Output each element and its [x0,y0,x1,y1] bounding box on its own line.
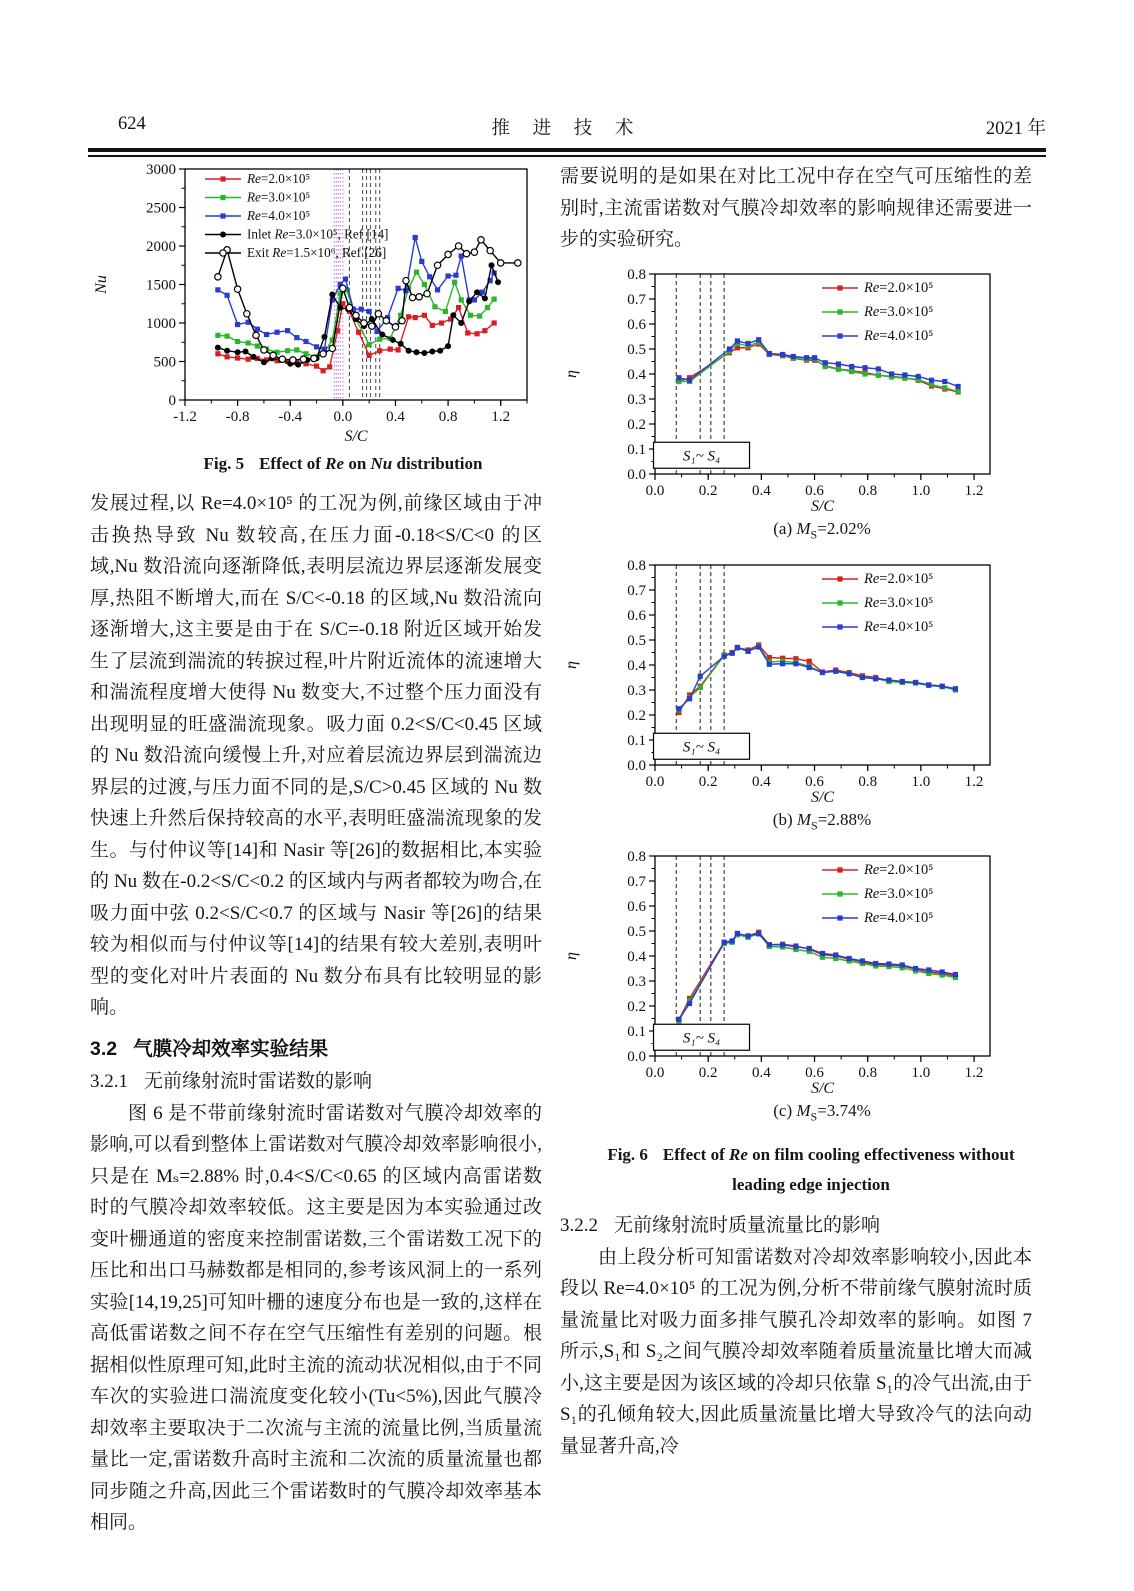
svg-text:0.0: 0.0 [627,466,646,483]
svg-text:2000: 2000 [146,239,176,255]
svg-text:0.1: 0.1 [627,732,646,749]
svg-text:S/C: S/C [810,1080,835,1098]
svg-text:Re=2.0×10⁵: Re=2.0×10⁵ [864,279,934,296]
svg-text:0.5: 0.5 [627,924,646,941]
fig6b-block [560,557,1032,838]
svg-text:0.2: 0.2 [698,482,718,499]
svg-text:0: 0 [168,393,176,409]
svg-text:0.1: 0.1 [627,1024,646,1041]
svg-text:0.2: 0.2 [698,773,718,790]
svg-text:0.2: 0.2 [627,707,646,724]
svg-text:0.7: 0.7 [627,582,646,599]
fig6a-block [560,266,1032,547]
svg-text:1.0: 1.0 [911,773,931,790]
svg-text:0.0: 0.0 [627,1049,646,1066]
svg-text:S/C: S/C [810,497,835,515]
svg-text:0.4: 0.4 [627,366,646,383]
page-header [88,114,1046,144]
svg-text:S₁~ S₄: S₁~ S₄ [682,447,721,464]
svg-text:1.2: 1.2 [964,1065,984,1082]
svg-text:Re=3.0×10⁵: Re=3.0×10⁵ [864,594,934,611]
svg-text:0.3: 0.3 [627,682,646,699]
svg-text:0.7: 0.7 [627,291,646,308]
year-label: 2021 年 [985,119,1046,139]
svg-text:Re=3.0×10⁵: Re=3.0×10⁵ [247,189,311,205]
fig5-caption: Fig. 5 Effect of Re on Nu distribution [203,454,483,473]
journal-title: 推 进 技 术 [491,119,643,139]
svg-text:0.6: 0.6 [805,773,824,790]
svg-text:1500: 1500 [146,277,176,294]
svg-text:S/C: S/C [810,788,835,806]
fig6-caption: Fig. 6 Effect of Re on film cooling effectiveness without leading edge injection [607,1144,1015,1194]
svg-text:0.4: 0.4 [627,657,646,674]
svg-text:Re=3.0×10⁵: Re=3.0×10⁵ [864,886,934,903]
fig6b-chart [560,557,1030,807]
left-paragraph-2: 图 6 是不带前缘射流时雷诺数对气膜冷却效率的影响,可以看到整体上雷诺数对气膜冷却效率影响很小,只是在 Mₛ=2.88% 时,0.4<S/C<0.65 的区域内高雷诺数时的气膜冷却效率较低。这主要是因为本实验通过改变叶栅通道的密度来控制雷诺数,三个雷诺数工况下的压比和出口马赫数都是相同的,参考该风洞上的一系列实验[14,19,25]可知叶栅的速度分布也是一致的,这样在高低雷诺数之间不存在空气压缩性有差别的问题。根据相似性原理可知,此时主流的流动状况相似,由于不同车次的实验进口湍流度变化较小(Tu<5%),因此气膜冷却效率主要取决于二次流与主流的流量比例,当质量流量比一定,雷诺数升高时主流和二次流的质量流量也都同步随之升高,因此三个雷诺数时的气膜冷却效率基本相同。 [90,1102,542,1533]
svg-text:S/C: S/C [344,428,368,445]
svg-text:0.7: 0.7 [627,874,646,891]
svg-text:Re=2.0×10⁵: Re=2.0×10⁵ [864,570,934,587]
section-3-2-heading: 3.2 气膜冷却效率实验结果 [90,1037,329,1060]
svg-text:0.8: 0.8 [858,1065,878,1082]
svg-text:0.4: 0.4 [386,409,405,425]
svg-text:0.8: 0.8 [438,409,458,425]
right-paragraph-1: 需要说明的是如果在对比工况中存在空气可压缩性的差别时,主流雷诺数对气膜冷却效率的影响规律还需要进一步的实验研究。 [560,166,1032,250]
svg-text:S₁~ S₄: S₁~ S₄ [682,739,721,756]
right-column [560,161,1032,1462]
svg-text:1.0: 1.0 [911,1065,931,1082]
svg-text:0.6: 0.6 [805,482,824,499]
svg-text:0.4: 0.4 [751,482,771,499]
svg-text:Re=2.0×10⁵: Re=2.0×10⁵ [247,171,311,186]
svg-text:0.6: 0.6 [627,899,646,916]
svg-text:0.8: 0.8 [627,849,646,866]
fig5-chart [90,161,542,446]
svg-text:Nu: Nu [93,275,110,294]
svg-text:1.2: 1.2 [964,773,984,790]
svg-text:0.0: 0.0 [645,482,665,499]
fig6b-caption: (b) $M_S=2.88\%$ [772,809,872,833]
svg-text:Inlet Re=3.0×10⁵, Ref [14]: Inlet Re=3.0×10⁵, Ref [14] [247,226,389,242]
svg-text:-1.2: -1.2 [173,409,197,425]
svg-text:0.3: 0.3 [627,974,646,991]
svg-text:0.4: 0.4 [751,773,771,790]
svg-text:0.8: 0.8 [627,557,646,574]
svg-text:0.2: 0.2 [698,1065,718,1082]
section-3-2-1-heading: 3.2.1 无前缘射流时雷诺数的影响 [90,1070,373,1092]
fig6a-chart [560,266,1030,516]
svg-text:Re=4.0×10⁵: Re=4.0×10⁵ [247,208,311,223]
svg-text:Re=4.0×10⁵: Re=4.0×10⁵ [864,910,934,927]
svg-text:0.5: 0.5 [627,632,646,649]
svg-text:S₁~ S₄: S₁~ S₄ [682,1030,721,1047]
svg-text:0.6: 0.6 [627,607,646,624]
svg-text:0.2: 0.2 [627,416,646,433]
svg-text:η: η [563,369,580,378]
svg-text:500: 500 [153,354,176,371]
svg-text:Re=4.0×10⁵: Re=4.0×10⁵ [864,327,934,344]
svg-text:0.4: 0.4 [751,1065,771,1082]
svg-text:0.0: 0.0 [333,409,353,425]
fig6a-caption: (a) $M_S=2.02\%$ [773,518,871,541]
svg-text:0.3: 0.3 [627,391,646,408]
fig6c-block [560,848,1032,1129]
svg-text:3000: 3000 [146,162,176,178]
svg-text:Re=2.0×10⁵: Re=2.0×10⁵ [864,862,934,879]
svg-text:Re=4.0×10⁵: Re=4.0×10⁵ [864,618,934,635]
svg-text:Exit Re=1.5×10⁶, Ref [26]: Exit Re=1.5×10⁶, Ref [26] [247,245,387,260]
svg-text:0.0: 0.0 [627,757,646,774]
svg-text:0.5: 0.5 [627,341,646,358]
svg-text:Re=3.0×10⁵: Re=3.0×10⁵ [864,303,934,320]
fig6c-chart [560,848,1030,1098]
svg-text:2500: 2500 [146,200,176,217]
section-3-2-2-heading: 3.2.2 无前缘射流时质量流量比的影响 [560,1214,881,1236]
fig6c-caption: (c) $M_S=3.74\%$ [773,1101,871,1124]
left-paragraph-1: 发展过程,以 Re=4.0×10⁵ 的工况为例,前缘区域由于冲击换热导致 Nu 数较高,在压力面-0.18<S/C<0 的区域,Nu 数沿流向逐渐降低,表明层流边界层逐渐发展变厚,热阻不断增大,而在 S/C<-0.18 的区域,Nu 数沿流向逐渐增大,这主要是由于在 S/C=-0.18 附近区域开始发生了层流到湍流的转捩过程,叶片附近流体的流速增大和湍流程度增大使得 Nu 数变大,不过整个压力面没有出现明显的旺盛湍流现象。吸力面 0.2<S/C<0.45 区域的 Nu 数沿流向缓慢上升,对应着层流边界层到湍流边界层的过渡,与压力面不同的是,S/C>0.45 区域的 Nu 数快速上升然后保持较高的水平,表明旺盛湍流现象的发生。与付仲议等[14]和 Nasir 等[26]的数据相比,本实验的 Nu 数在-0.2<S/C<0.2 的区域内与两者都较为吻合,在吸力面中弦 0.2<S/C<0.7 的区域与 Nasir 等[26]的结果较为相似而与付仲议等[14]的结果有较大差别,表明叶型的变化对叶片表面的 Nu 数分布具有比较明显的影响。 [90,493,542,1018]
svg-text:0.8: 0.8 [858,482,878,499]
svg-text:0.2: 0.2 [627,999,646,1016]
svg-text:1000: 1000 [146,316,176,332]
svg-text:η: η [563,660,580,669]
svg-text:0.6: 0.6 [627,316,646,333]
svg-text:0.8: 0.8 [627,266,646,283]
svg-text:0.1: 0.1 [627,441,646,458]
svg-text:-0.4: -0.4 [278,409,303,425]
svg-text:1.2: 1.2 [491,409,511,425]
svg-text:0.0: 0.0 [645,773,665,790]
svg-text:0.8: 0.8 [858,773,878,790]
right-paragraph-2: 由上段分析可知雷诺数对冷却效率影响较小,因此本段以 Re=4.0×10⁵ 的工况为例,分析不带前缘气膜射流时质量流量比对吸力面多排气膜孔冷却效率的影响。如图 7 所示,S₁和 S₂之间气膜冷却效率随着质量流量比增大而减小,这主要是因为该区域的冷却只依靠 S₁的冷气出流,由于 S₁的孔倾角较大,因此质量流量比增大导致冷气的法向动量显著升高,冷 [560,1246,1032,1457]
svg-text:η: η [563,952,580,961]
svg-text:1.0: 1.0 [911,482,931,499]
page-number: 624 [118,114,146,134]
left-column [90,161,542,1539]
header-rule [88,148,1046,157]
svg-text:1.2: 1.2 [964,482,984,499]
svg-text:0.0: 0.0 [645,1065,665,1082]
svg-text:-0.8: -0.8 [225,409,250,425]
svg-text:0.4: 0.4 [627,949,646,966]
svg-text:0.6: 0.6 [805,1065,824,1082]
